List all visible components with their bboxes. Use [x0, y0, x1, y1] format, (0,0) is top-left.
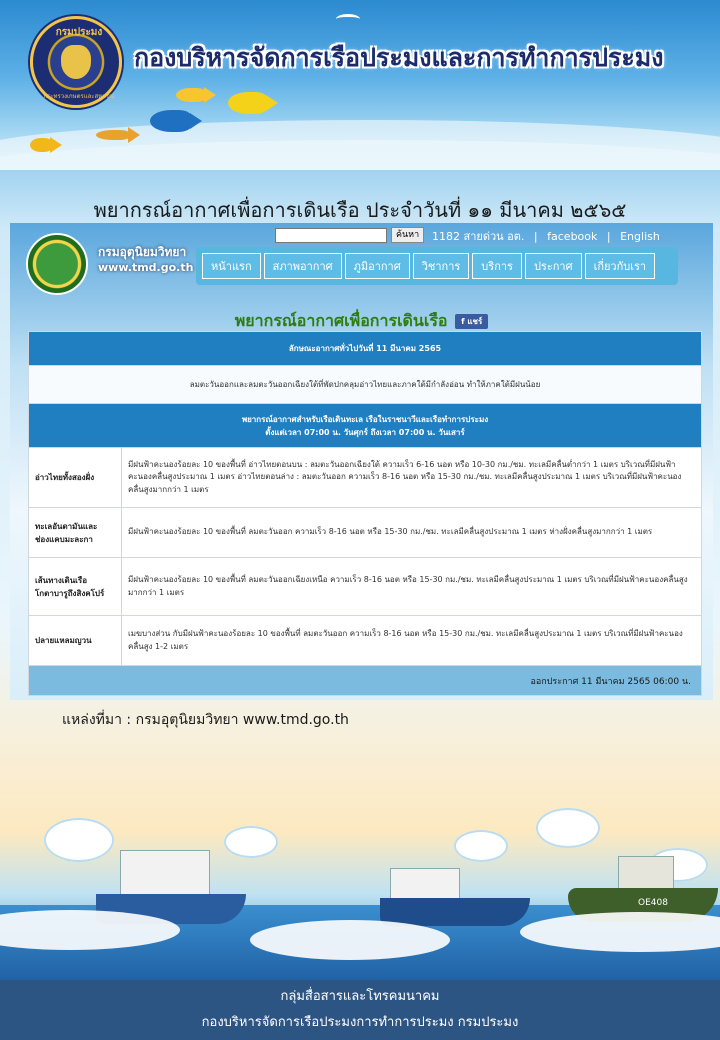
- forecast-heading-text: พยากรณ์อากาศเพื่อการเดินเรือ: [234, 311, 448, 330]
- table-row: [29, 508, 702, 558]
- general-heading-row: [29, 332, 702, 366]
- general-text-row: [29, 366, 702, 404]
- tmd-logo: [26, 233, 88, 295]
- english-link[interactable]: English: [620, 230, 660, 243]
- header-banner: [0, 0, 720, 170]
- nav-announcements[interactable]: ประกาศ: [525, 253, 582, 279]
- footer-line-1: กลุ่มสื่อสารและโทรคมนาคม: [280, 989, 440, 1004]
- area-cell: ปลายแหลมญวน: [29, 616, 122, 666]
- link-separator: |: [533, 230, 538, 243]
- fish-icon: [30, 138, 52, 152]
- page-heading: พยากรณ์อากาศเพื่อการเดินเรือ ประจำวันที่ ๑๑ มีนาคม ๒๕๖๕: [93, 198, 627, 222]
- issued-text: ออกประกาศ 11 มีนาคม 2565 06:00 น.: [29, 666, 702, 696]
- ship-label: OE408: [638, 898, 668, 908]
- footer-line-2: กองบริหารจัดการเรือประมงการทำการประมง กรมประมง: [201, 1015, 519, 1030]
- forecast-table: [28, 331, 702, 696]
- fish-icon: [228, 92, 268, 114]
- forecast-heading-row: [29, 404, 702, 448]
- hotline-link[interactable]: 1182 สายด่วน อต.: [432, 230, 525, 243]
- header-title: กองบริหารจัดการเรือประมงและการทำการประมง: [134, 43, 664, 72]
- fish-icon: [150, 110, 192, 132]
- area-cell: เส้นทางเดินเรือโกตาบารูถึงสิงคโปร์: [29, 558, 122, 616]
- ship-cabin: [390, 868, 460, 900]
- main-nav: [196, 247, 678, 285]
- wave: [250, 920, 450, 960]
- ship-cabin: [120, 850, 210, 896]
- footer: [0, 980, 720, 1040]
- nav-home[interactable]: หน้าแรก: [202, 253, 261, 279]
- search-button[interactable]: ค้นหา: [391, 227, 424, 243]
- logo-bottom-text: กระทรวงเกษตรและสหกรณ์: [43, 93, 115, 100]
- search-input[interactable]: [275, 228, 387, 243]
- forecast-cell: มีฝนฟ้าคะนองร้อยละ 10 ของพื้นที่ ลมตะวันออก ความเร็ว 8-16 นอต หรือ 15-30 กม./ชม. ทะเลมีคลื่นสูงประมาณ 1 เมตร ห่างฝั่งคลื่นสูงมากกว่า 1 เมตร: [122, 508, 702, 558]
- forecast-cell: เมฆบางส่วน กับมีฝนฟ้าคะนองร้อยละ 10 ของพื้นที่ ลมตะวันออก ความเร็ว 8-16 นอต หรือ 15-30 กม./ชม. ทะเลมีคลื่นสูงประมาณ 1 เมตร บริเวณที่มีฝนฟ้าคะนองคลื่นสูง 1-2 เมตร: [122, 616, 702, 666]
- tmd-site-url: www.tmd.go.th: [98, 261, 194, 274]
- table-row: [29, 448, 702, 508]
- general-text: ลมตะวันออกและลมตะวันออกเฉียงใต้ที่พัดปกคลุมอ่าวไทยและภาคใต้มีกำลังอ่อน ทำให้ภาคใต้มีฝนน้อย: [29, 366, 702, 404]
- ship-cabin: [618, 856, 674, 892]
- share-label: แชร์: [467, 317, 483, 326]
- share-button[interactable]: f แชร์: [455, 314, 488, 329]
- nav-services[interactable]: บริการ: [472, 253, 522, 279]
- department-logo: [30, 16, 122, 108]
- nav-academic[interactable]: วิชาการ: [413, 253, 470, 279]
- table-row: [29, 558, 702, 616]
- top-links: [432, 227, 666, 245]
- forecast-heading-line1: พยากรณ์อากาศสำหรับเรือเดินทะเล เรือในราชนาวีและเรือทำการประมง: [241, 414, 489, 424]
- fish-icon: [176, 88, 206, 102]
- seagull-icon: [336, 14, 360, 24]
- forecast-period-cell: [29, 404, 702, 448]
- forecast-cell: มีฝนฟ้าคะนองร้อยละ 10 ของพื้นที่ อ่าวไทยตอนบน : ลมตะวันออกเฉียงใต้ ความเร็ว 6-16 นอต หรือ 10-30 กม./ชม. ทะเลมีคลื่นต่ำกว่า 1 เมตร บริเวณที่มีฝนฟ้าคะนองคลื่นสูงประมาณ 1 เมตร อ่าวไทยตอนล่าง : ลมตะวันออก ความเร็ว 8-16 นอต หรือ 15-30 กม./ชม. ทะเลมีคลื่นสูงประมาณ 1 เมตร บริเวณที่มีฝนฟ้าคะนองคลื่นสูงมากกว่า 1 เมตร: [122, 448, 702, 508]
- fish-icon: [96, 130, 130, 140]
- nav-about[interactable]: เกี่ยวกับเรา: [585, 253, 656, 279]
- crest-icon: [61, 45, 91, 79]
- ship-2: [380, 850, 530, 930]
- logo-top-text: กรมประมง: [55, 27, 103, 38]
- tmd-site-name: กรมอุตุนิยมวิทยา: [98, 245, 187, 259]
- tmd-screenshot: [10, 223, 713, 700]
- nav-climate[interactable]: ภูมิอากาศ: [345, 253, 410, 279]
- general-heading: ลักษณะอากาศทั่วไปวันที่ 11 มีนาคม 2565: [29, 332, 702, 366]
- cloud-icon: [536, 808, 600, 848]
- source-credit: แหล่งที่มา : กรมอุตุนิยมวิทยา www.tmd.go.th: [62, 712, 349, 728]
- forecast-cell: มีฝนฟ้าคะนองร้อยละ 10 ของพื้นที่ ลมตะวันออกเฉียงเหนือ ความเร็ว 8-16 นอต หรือ 15-30 กม./ชม. ทะเลมีคลื่นสูงประมาณ 1 เมตร บริเวณที่มีฝนฟ้าคะนองคลื่นสูงมากกว่า 1 เมตร: [122, 558, 702, 616]
- facebook-link[interactable]: facebook: [547, 230, 598, 243]
- nav-weather[interactable]: สภาพอากาศ: [264, 253, 342, 279]
- ship-hull: [380, 898, 530, 926]
- area-cell: ทะเลอันดามันและช่องแคบมะละกา: [29, 508, 122, 558]
- issued-row: [29, 666, 702, 696]
- forecast-heading-line2: ตั้งแต่เวลา 07:00 น. วันศุกร์ ถึงเวลา 07:00 น. วันเสาร์: [265, 427, 465, 437]
- area-cell: อ่าวไทยทั้งสองฝั่ง: [29, 448, 122, 508]
- link-separator: |: [606, 230, 611, 243]
- table-row: [29, 616, 702, 666]
